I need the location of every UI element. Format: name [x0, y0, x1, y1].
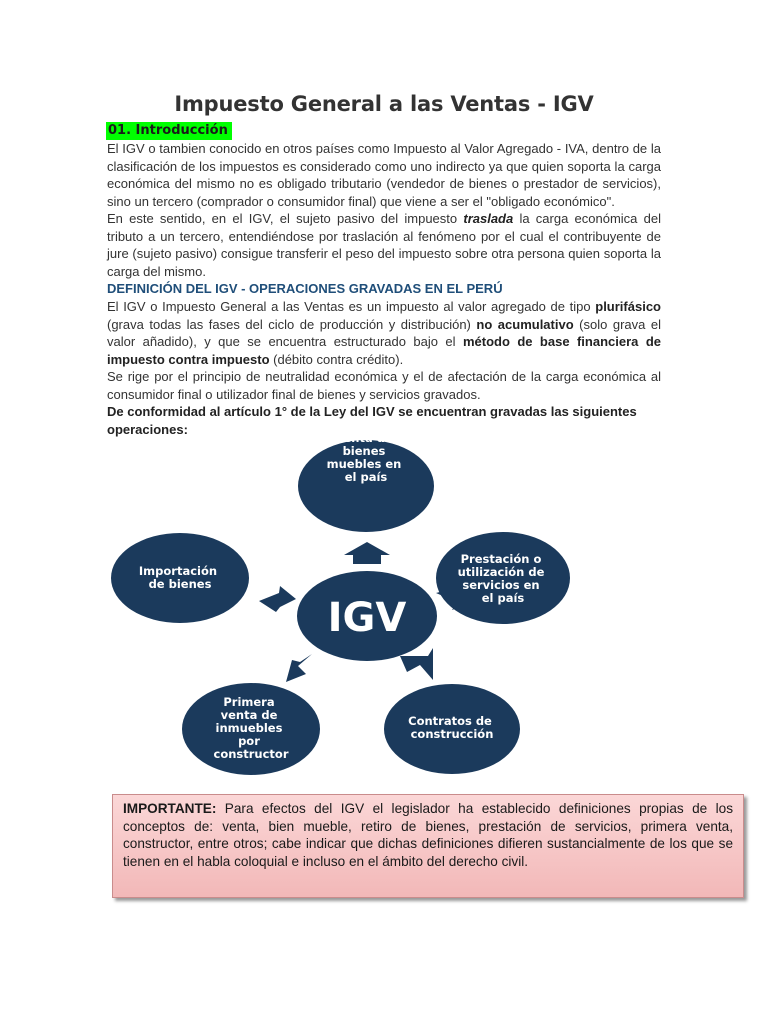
node-left-line-1: Importación: [138, 564, 218, 578]
intro-p2-text-a: En este sentido, en el IGV, el sujeto pasivo del impuesto: [107, 211, 464, 226]
node-top-line-3: muebles en: [326, 457, 402, 471]
node-bottom-left-line-4: por: [238, 734, 260, 748]
important-label: IMPORTANTE:: [123, 801, 217, 816]
definition-paragraph-2: Se rige por el principio de neutralidad económica y el de afectación de la carga económica al consumidor final o utilizador final de bienes y servicios gravados.: [107, 369, 661, 402]
svg-text:Importación de bienes: [139, 564, 221, 591]
node-top-line-2: bienes: [342, 444, 386, 458]
node-bottom-right-line-2: construcción: [410, 727, 494, 741]
node-right-line-2: utilización de: [457, 565, 545, 579]
important-text: Para efectos del IGV el legislador ha establecido definiciones propias de los conceptos de: venta, bien mueble, retiro de bienes, prestación de servicios, primera venta, constructor, entre otros; cabe indicar que dichas definiciones difieren sustancialmente de los que se tienen en el habla coloquial e incluso en el ámbito del derecho civil.: [123, 801, 733, 869]
def-p1-text-d: (solo grava el valor añadido), y que se encuentra estructurado bajo el: [107, 316, 661, 350]
intro-p2-emphasis: traslada: [463, 211, 514, 226]
node-bottom-left-line-2: venta de: [220, 708, 278, 722]
intro-p2-text-b: la carga económica del tributo a un tercero, entendiéndose por traslación al fenómeno por el cual el contribuyente de jure (sujeto pasivo) consigue transferir el peso del impuesto sobre otra persona quien soporta la carga del mismo.: [107, 211, 661, 279]
node-bottom-right-line-1: Contratos de: [408, 714, 492, 728]
svg-text:Contratos de construcción: [408, 714, 496, 741]
node-right-line-3: servicios en: [462, 578, 540, 592]
intro-paragraph-1: El IGV o tambien conocido en otros países como Impuesto al Valor Agregado - IVA, dentro de la clasificación de los impuestos es considerado como uno indirecto ya que quien soporta la carga económica del mismo no es obligado tributario (vendedor de bienes o prestador de servicios), sino un tercero (comprador o consumidor final) que viene a ser el "obligado económico".: [107, 141, 661, 209]
page-title: Impuesto General a las Ventas - IGV: [174, 92, 594, 116]
svg-text:Primera venta de inmue: [214, 695, 289, 761]
definition-paragraph-1: [107, 298, 661, 368]
intro-paragraph-2: [107, 210, 661, 280]
definition-paragraph-3: De conformidad al artículo 1° de la Ley del IGV se encuentran gravadas las siguientes operaciones:: [107, 404, 637, 437]
center-node-label: IGV: [327, 595, 407, 641]
arrow-up-icon: [344, 542, 390, 564]
arrow-down-left-icon: [286, 654, 312, 682]
node-bottom-left-line-1: Primera: [223, 695, 275, 709]
def-p1-text-a: El IGV o Impuesto General a las Ventas es un impuesto al valor agregado de tipo: [107, 299, 596, 314]
node-right-line-4: el país: [481, 591, 525, 605]
node-bottom-left-line-5: constructor: [213, 747, 289, 761]
node-bottom-left-line-3: inmuebles: [215, 721, 283, 735]
definition-heading: DEFINICIÓN DEL IGV - OPERACIONES GRAVADAS EN EL PERÚ: [107, 281, 503, 296]
node-top-line-1: Venta de: [335, 431, 393, 445]
def-p1-text-e: (débito contra crédito).: [269, 351, 404, 367]
def-p1-bold-no-acumulativo: no acumulativo: [476, 316, 574, 332]
important-note-box: [112, 794, 744, 898]
def-p1-bold-metodo: método de base financiera de impuesto contra impuesto: [107, 334, 661, 367]
node-right-line-1: Prestación o: [460, 552, 542, 566]
node-top-line-4: el país: [344, 470, 388, 484]
igv-operations-diagram: [100, 418, 570, 788]
def-p1-text-c: (grava todas las fases del ciclo de producción y distribución): [107, 316, 477, 332]
arrow-left-icon: [259, 586, 296, 612]
def-p1-bold-plurifasico: plurifásico: [595, 299, 661, 314]
section-tag-introduccion: 01. Introducción: [106, 122, 232, 140]
node-left-line-2: de bienes: [148, 577, 212, 591]
